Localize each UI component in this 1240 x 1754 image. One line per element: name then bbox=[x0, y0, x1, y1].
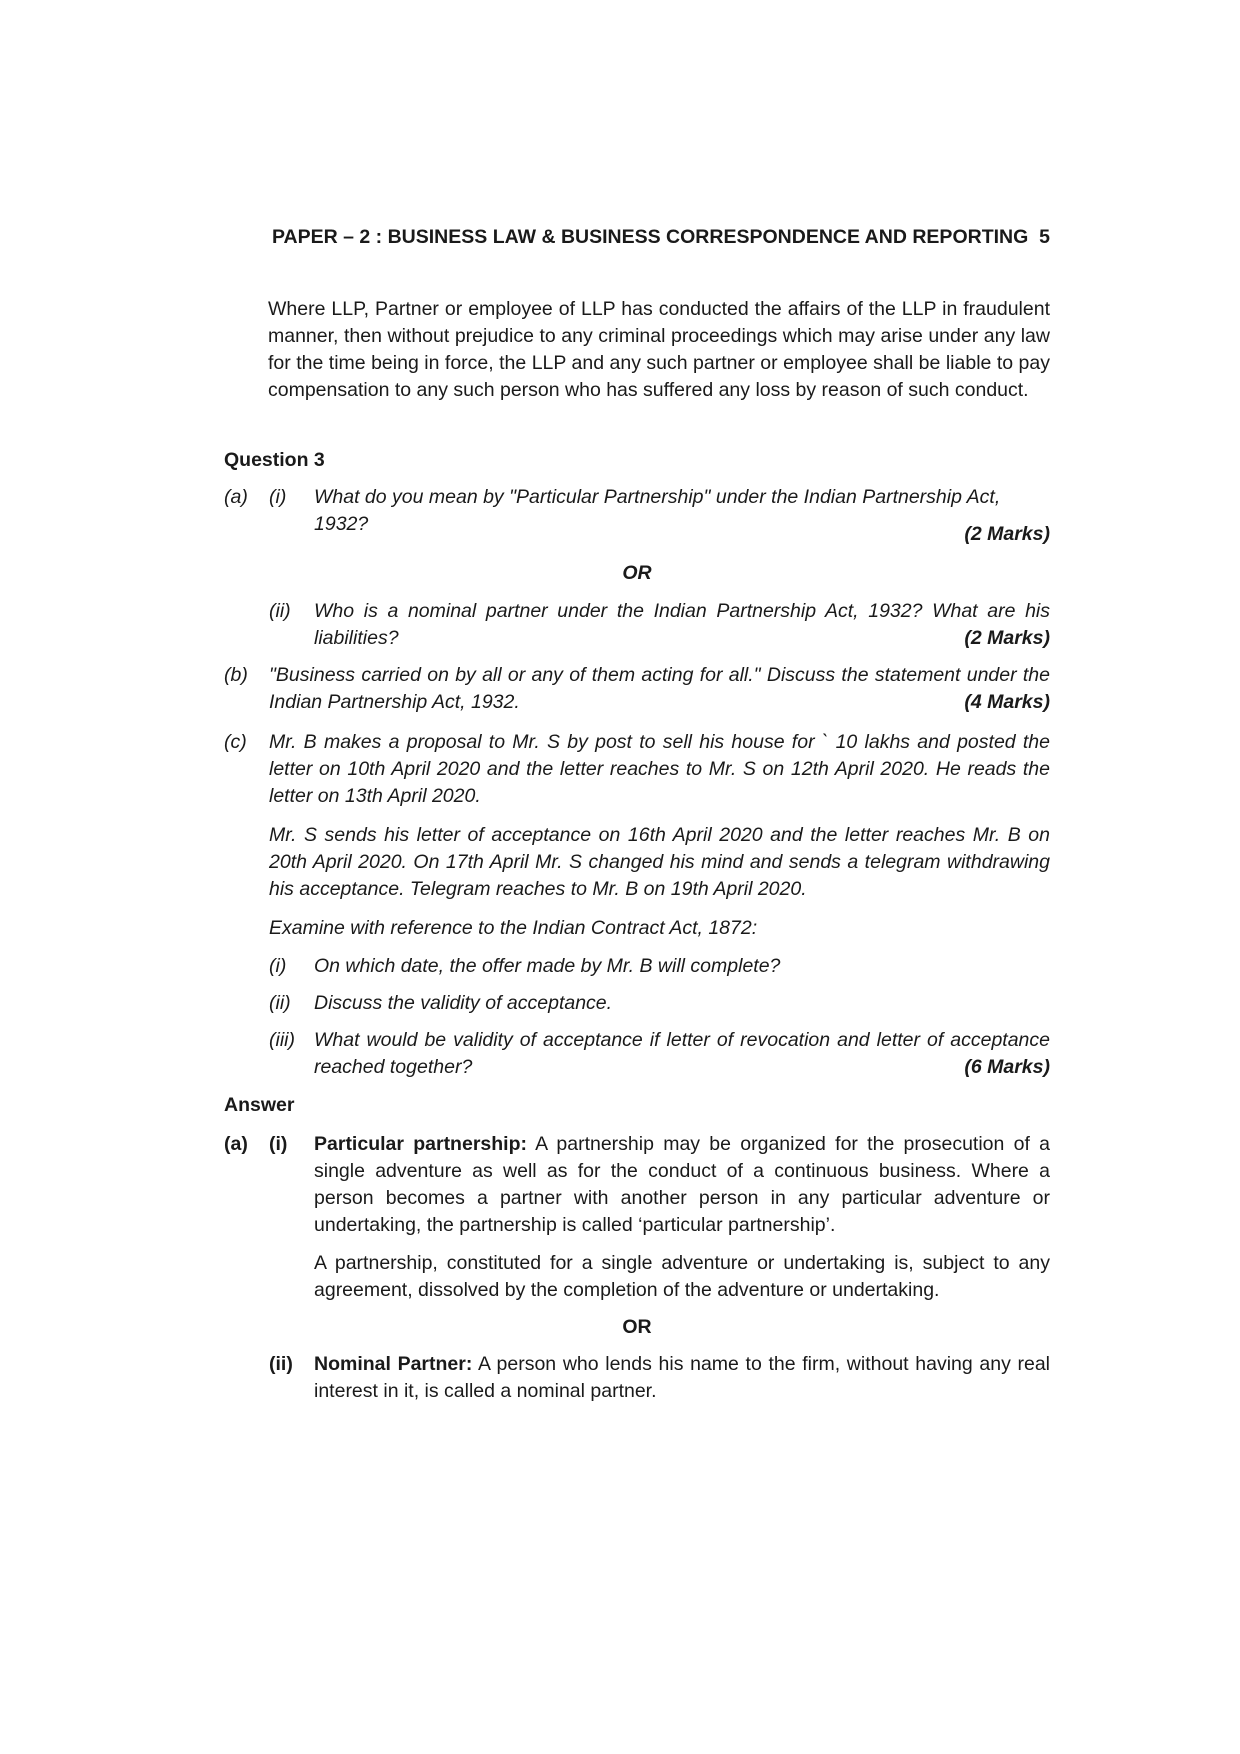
question-c-text-3: Examine with reference to the Indian Contract Act, 1872: bbox=[269, 917, 758, 939]
question-c-marks: (6 Marks) bbox=[964, 1056, 1050, 1078]
question-a-i-text: What do you mean by "Particular Partnership" under the Indian Partnership Act, 1932? bbox=[314, 486, 1001, 535]
question-c-item-text: Discuss the validity of acceptance. bbox=[314, 992, 613, 1014]
answer-a-ii-text: A person who lends his name to the firm, without having any real interest in it, is called a nominal partner. bbox=[314, 1353, 1050, 1402]
question-a-i-marks: (2 Marks) bbox=[964, 523, 1050, 545]
question-a-label: (a) bbox=[224, 486, 248, 508]
answer-a-i-text: A partnership may be organized for the prosecution of a single adventure as well as for the conduct of a continuous business. Where a person becomes a partner with another person in any particular adventure or undertaking, the partnership is called ‘particular partnership’. bbox=[314, 1133, 1051, 1236]
answer-or: OR bbox=[622, 1316, 652, 1338]
answer-a-i-term: Particular partnership: bbox=[314, 1133, 527, 1155]
question-a-ii-text: Who is a nominal partner under the Indian Partnership Act, 1932? What are his liabilities? bbox=[314, 600, 1050, 649]
question-b-body bbox=[269, 662, 1050, 716]
answer-a-i-text-2: A partnership, constituted for a single adventure or undertaking is, subject to any agreement, dissolved by the completion of the adventure or undertaking. bbox=[314, 1252, 1050, 1301]
intro-paragraph: Where LLP, Partner or employee of LLP has conducted the affairs of the LLP in fraudulent manner, then without prejudice to any criminal proceedings which may arise under any law for the time being in force, the LLP and any such partner or employee shall be liable to pay compensation to any such person who has suffered any loss by reason of such conduct. bbox=[268, 298, 1050, 401]
question-c-item-body bbox=[314, 1027, 1050, 1081]
question-a-ii-marks: (2 Marks) bbox=[964, 627, 1050, 649]
answer-heading: Answer bbox=[224, 1094, 295, 1116]
question-b-label: (b) bbox=[224, 664, 248, 686]
question-c-label: (c) bbox=[224, 731, 247, 753]
question-c-item-label: (iii) bbox=[269, 1029, 295, 1051]
question-c-item-text: On which date, the offer made by Mr. B will complete? bbox=[314, 955, 781, 977]
page-number: 5 bbox=[1039, 226, 1050, 248]
question-c-item-label: (ii) bbox=[269, 992, 291, 1014]
question-c-item-label: (i) bbox=[269, 955, 287, 977]
answer-a-ii-term: Nominal Partner: bbox=[314, 1353, 473, 1375]
question-c-item-text: What would be validity of acceptance if letter of revocation and letter of acceptance reached together? bbox=[314, 1029, 1050, 1078]
question-a-i-label: (i) bbox=[269, 486, 287, 508]
answer-a-ii-label: (ii) bbox=[269, 1353, 293, 1375]
question-a-ii-label: (ii) bbox=[269, 600, 291, 622]
question-c-text-1: Mr. B makes a proposal to Mr. S by post to sell his house for ` 10 lakhs and posted the letter on 10th April 2020 and the letter reaches to Mr. S on 12th April 2020. He reads the letter on 13th April 2020. bbox=[269, 731, 1050, 807]
page-header bbox=[272, 224, 1050, 251]
answer-a-label: (a) bbox=[224, 1133, 248, 1155]
question-or: OR bbox=[622, 562, 652, 584]
question-heading: Question 3 bbox=[224, 449, 325, 471]
header-title: PAPER – 2 : BUSINESS LAW & BUSINESS CORRESPONDENCE AND REPORTING bbox=[272, 226, 1029, 248]
question-a-ii-body bbox=[314, 598, 1050, 652]
answer-a-ii-body bbox=[314, 1351, 1050, 1405]
question-b-text: "Business carried on by all or any of them acting for all." Discuss the statement under the Indian Partnership Act, 1932. bbox=[269, 664, 1050, 713]
question-c-text-2: Mr. S sends his letter of acceptance on 16th April 2020 and the letter reaches Mr. B on 20th April 2020. On 17th April Mr. S changed his mind and sends a telegram withdrawing his acceptance. Telegram reaches to Mr. B on 19th April 2020. bbox=[269, 824, 1050, 900]
answer-a-i-label: (i) bbox=[269, 1133, 288, 1155]
answer-a-i-body bbox=[314, 1131, 1050, 1239]
question-b-marks: (4 Marks) bbox=[964, 691, 1050, 713]
